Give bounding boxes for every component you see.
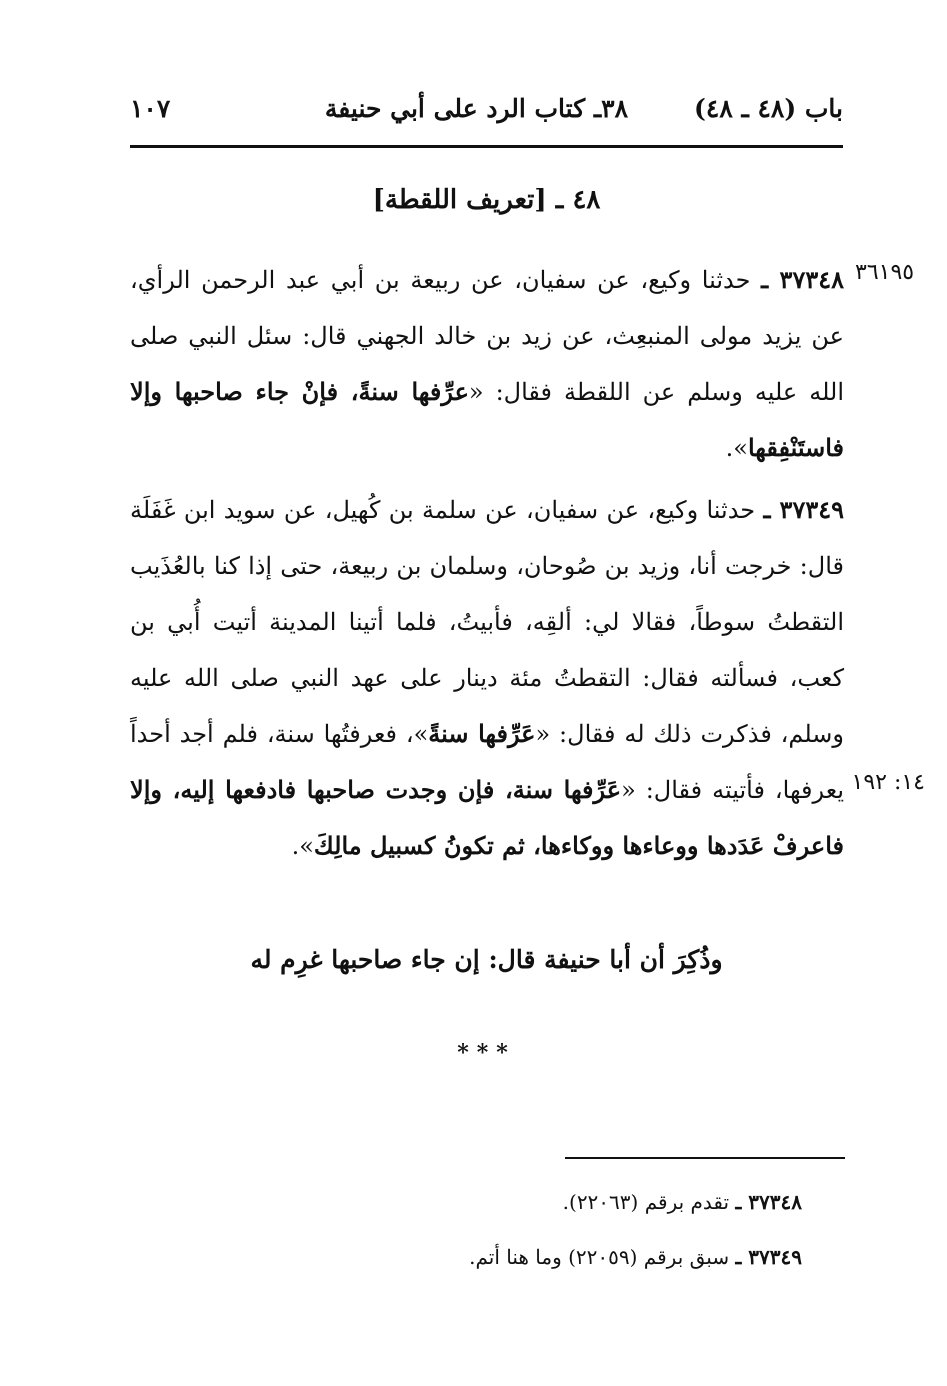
hadith-paragraph-1	[130, 252, 844, 476]
section-title: ٤٨ ـ [تعريف اللقطة]	[372, 185, 601, 215]
hadith-text-2b: »، فعرفتُها سنة، فلم أجد أحداً يعرفها، فأتيته فقال: «	[130, 720, 844, 804]
header-book-title: ٣٨ـ كتاب الرد على أبي حنيفة	[324, 94, 628, 123]
closing-statement: وذُكِرَ أن أبا حنيفة قال: إن جاء صاحبها غرِم له	[250, 945, 723, 974]
margin-reference-1: ٣٦١٩٥	[855, 260, 915, 285]
hadith-quote-2b: عَرِّفها سنة، فإن وجدت صاحبها فادفعها إليه، وإلا فاعرفْ عَدَدها ووعاءها ووكاءها، ثم تكونُ كسبيل مالِكَ	[130, 775, 844, 860]
hadith-paragraph-2	[130, 482, 844, 874]
hadith-quote-1: عرِّفها سنةً، فإنْ جاء صاحبها وإلا فاستَنْفِقها	[130, 377, 844, 462]
footnote-divider	[565, 1157, 845, 1159]
hadith-number-2: ٣٧٣٤٩ ـ	[763, 495, 844, 524]
header-divider	[130, 145, 843, 148]
hadith-end-2: ».	[291, 832, 314, 860]
hadith-text-1: حدثنا وكيع، عن سفيان، عن ربيعة بن أبي عبد الرحمن الرأي، عن يزيد مولى المنبعِث، عن زيد بن خالد الجهني قال: سئل النبي صلى الله عليه وسلم عن اللقطة فقال: «	[130, 266, 844, 406]
footnote-2	[300, 1245, 802, 1269]
hadith-number-1: ٣٧٣٤٨ ـ	[761, 265, 844, 294]
running-header	[130, 94, 843, 134]
footnote-1	[300, 1190, 802, 1214]
header-chapter: باب (٤٨ ـ ٤٨)	[694, 94, 843, 123]
hadith-quote-2a: عَرِّفها سنةً	[428, 719, 536, 748]
footnote-number-1: ٣٧٣٤٨ ـ	[735, 1190, 802, 1214]
hadith-text-2a: حدثنا وكيع، عن سفيان، عن سلمة بن كُهيل، عن سويد ابن غَفَلَة قال: خرجت أنا، وزيد بن صُوحان، وسلمان بن ربيعة، حتى إذا كنا بالعُذَيب التقطتُ سوطاً، فقالا لي: ألقِه، فأبيتُ، فلما أتينا المدينة أتيت أُبي بن كعب، فسألته فقال: التقطتُ مئة دينار على عهد النبي صلى الله عليه وسلم، فذكرت ذلك له فقال: «	[130, 496, 845, 748]
margin-reference-2: ١٤: ١٩٢	[851, 770, 925, 795]
footnote-number-2: ٣٧٣٤٩ ـ	[735, 1245, 802, 1269]
footnote-text-2: سبق برقم (٢٢٠٥٩) وما هنا أتم.	[469, 1245, 730, 1269]
hadith-end-1: ».	[725, 434, 748, 462]
section-separator: ***	[457, 1040, 516, 1066]
page-number: ١٠٧	[130, 94, 171, 123]
footnote-text-1: تقدم برقم (٢٢٠٦٣).	[562, 1190, 730, 1214]
